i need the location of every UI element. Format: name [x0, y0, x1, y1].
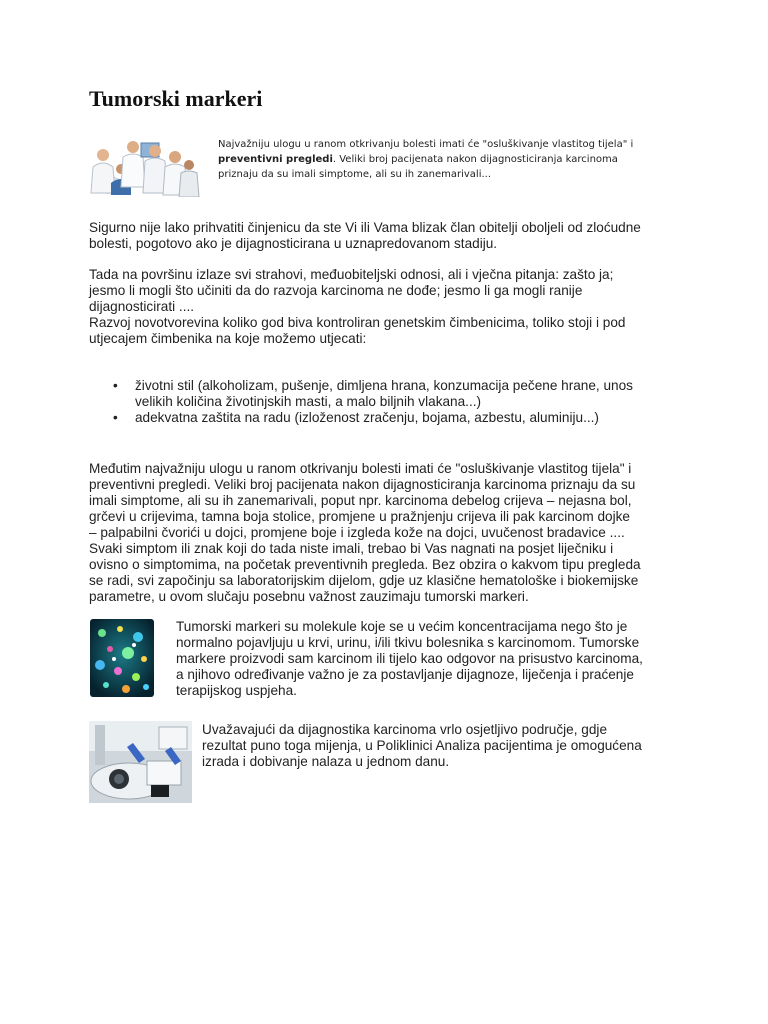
intro-bold-text: preventivni pregledi — [218, 154, 333, 165]
intro-line-1: Najvažniju ulogu u ranom otkrivanju bolesti imati će "osluškivanje vlastitog tijela" i — [218, 139, 634, 150]
list-item: • životni stil (alkoholizam, pušenje, dimljena hrana, konzumacija pečene hrane, unos velikih količina životinjskih masti, a malo biljnih vlakana...) — [89, 378, 689, 410]
text-line: Tumorski markeri su molekule koje se u većim koncentracijama nego što je — [176, 619, 628, 634]
intro-line-3: priznaju da su imali simptome, ali su ih zanemarivali... — [218, 169, 492, 180]
text-line: normalno pojavljuju u krvi, urinu, i/ili tkivu bolesnika s karcinomom. Tumorske — [176, 635, 640, 650]
text-line: Razvoj novotvorevina koliko god biva kontroliran genetskim čimbenicima, toliko stoji i pod — [89, 315, 626, 330]
text-line: Uvažavajući da dijagnostika karcinoma vrlo osjetljivo područje, gdje — [202, 722, 607, 737]
paragraph-1 — [89, 220, 689, 252]
text-line: Sigurno nije lako prihvatiti činjenicu da ste Vi ili Vama blizak član obitelji oboljeli od zloćudne — [89, 220, 641, 235]
text-line: se radi, svi započinju sa laboratorijskim dijelom, gdje uz klasične hematološke i biokemijske — [89, 573, 639, 588]
intro-paragraph — [218, 137, 658, 182]
text-line: ovisno o simptomima, na početak preventivnih pregleda. Bez obzira o kakvom tipu pregleda — [89, 557, 641, 572]
text-line: jesmo li mogli što učiniti da do razvoja karcinoma ne dođe; jesmo li ga mogli ranije — [89, 283, 583, 298]
intro-line-2: preventivni pregledi. Veliki broj pacijenata nakon dijagnosticiranja karcinoma — [218, 154, 618, 165]
text-line: – palpabilni čvorići u dojci, promjene boje i izgleda kože na dojci, uvučenost bradavice .... — [89, 525, 625, 540]
list-item: • adekvatna zaštita na radu (izloženost zračenju, bojama, azbestu, aluminiju...) — [89, 410, 689, 426]
text-line: a njihovo određivanje važno je za postavljanje dijagnoze, liječenja i praćenje — [176, 667, 634, 682]
laboratory-photo — [89, 721, 192, 803]
text-line: parametre, u ovom slučaju posebnu važnost zauzimaju tumorski markeri. — [89, 589, 529, 604]
text-line: bolesti, pogotovo ako je dijagnosticirana u uznapredovanom stadiju. — [89, 236, 498, 251]
text-line: Tada na površinu izlaze svi strahovi, međuobiteljski odnosi, ali i vječna pitanja: zašto ja; — [89, 267, 614, 282]
paragraph-3 — [89, 461, 689, 605]
text-line: utjecajem čimbenika na koje možemo utjecati: — [89, 331, 367, 346]
text-line: dijagnosticirati .... — [89, 299, 195, 314]
text-line: terapijskog uspjeha. — [176, 683, 297, 698]
paragraph-5 — [202, 722, 702, 770]
text-line: markere proizvodi sam karcinom ili tijelo kao odgovor na prisustvo karcinoma, — [176, 651, 643, 666]
text-line: grčevi u crijevima, tamna boja stolice, promjene u pražnjenju crijeva ili pak karcinom dojke — [89, 509, 630, 524]
doctors-photo — [89, 135, 201, 197]
text-line: preventivni pregledi. Veliki broj pacijenata nakon dijagnosticiranja karcinoma priznaju da su — [89, 477, 636, 492]
paragraph-4 — [176, 619, 696, 699]
text-line: Međutim najvažniju ulogu u ranom otkrivanju bolesti imati će "osluškivanje vlastitog tijela" i — [89, 461, 632, 476]
text-line: Svaki simptom ili znak koji do tada niste imali, trebao bi Vas nagnati na posjet liječniku i — [89, 541, 614, 556]
text-line: imali simptome, ali su ih zanemarivali, poput npr. karcinoma debelog crijeva – nejasna bol, — [89, 493, 632, 508]
text-line: izrada i dobivanje nalaza u jednom danu. — [202, 754, 450, 769]
tumor-markers-image — [90, 619, 154, 697]
page-title: Tumorski markeri — [89, 86, 263, 111]
paragraph-2 — [89, 267, 689, 347]
text-line: rezultat puno toga mijenja, u Poliklinici Analiza pacijentima je omogućena — [202, 738, 642, 753]
bullet-list — [89, 378, 689, 426]
